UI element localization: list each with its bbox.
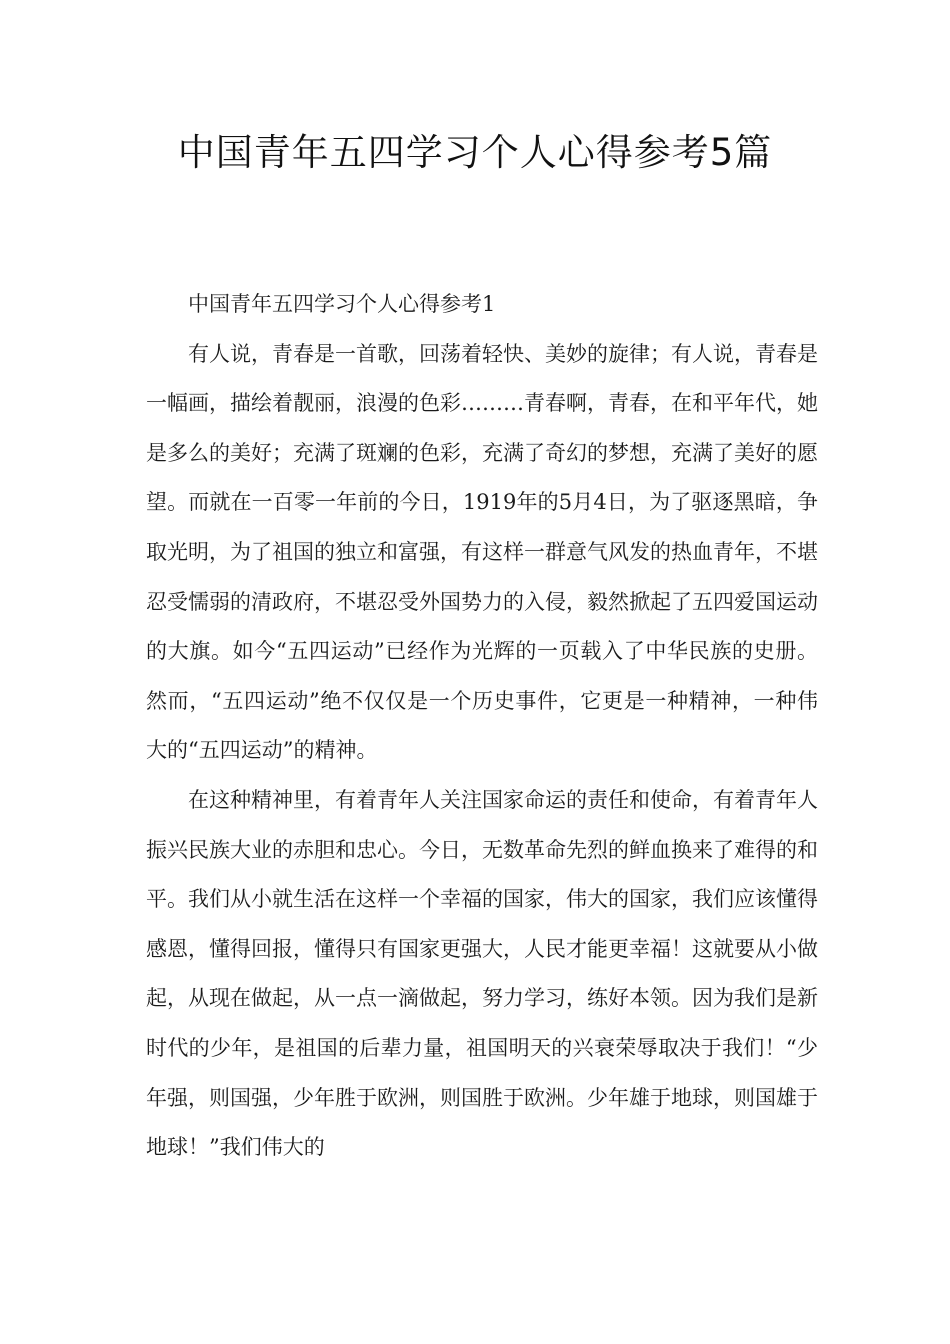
section-heading: 中国青年五四学习个人心得参考1: [188, 292, 496, 316]
paragraph: 有人说，青春是一首歌，回荡着轻快、美妙的旋律；有人说，青春是一幅画，描绘着靓丽，浪漫的色彩………青春啊，青春，在和平年代，她是多么的美好；充满了斑斓的色彩，充满了奇幻的梦想，充满了美好的愿望。而就在一百零一年前的今日，1919年的5月4日，为了驱逐黑暗，争取光明，为了祖国的独立和富强，有这样一群意气风发的热血青年，不堪忍受懦弱的清政府，不堪忍受外国势力的入侵，毅然掀起了五四爱国运动的大旗。如今“五四运动”已经作为光辉的一页载入了中华民族的史册。然而，“五四运动”绝不仅仅是一个历史事件，它更是一种精神，一种伟大的“五四运动”的精神。: [146, 341, 818, 763]
paragraph: 在这种精神里，有着青年人关注国家命运的责任和使命，有着青年人振兴民族大业的赤胆和忠心。今日，无数革命先烈的鲜血换来了难得的和平。我们从小就生活在这样一个幸福的国家，伟大的国家，我们应该懂得感恩，懂得回报，懂得只有国家更强大，人民才能更幸福！这就要从小做起，从现在做起，从一点一滴做起，努力学习，练好本领。因为我们是新时代的少年，是祖国的后辈力量，祖国明天的兴衰荣辱取决于我们！“少年强，则国强，少年胜于欧洲，则国胜于欧洲。少年雄于地球，则国雄于地球！”我们伟大的: [146, 787, 818, 1160]
document-title: 中国青年五四学习个人心得参考5篇: [177, 131, 773, 174]
document-body: [146, 280, 818, 1173]
